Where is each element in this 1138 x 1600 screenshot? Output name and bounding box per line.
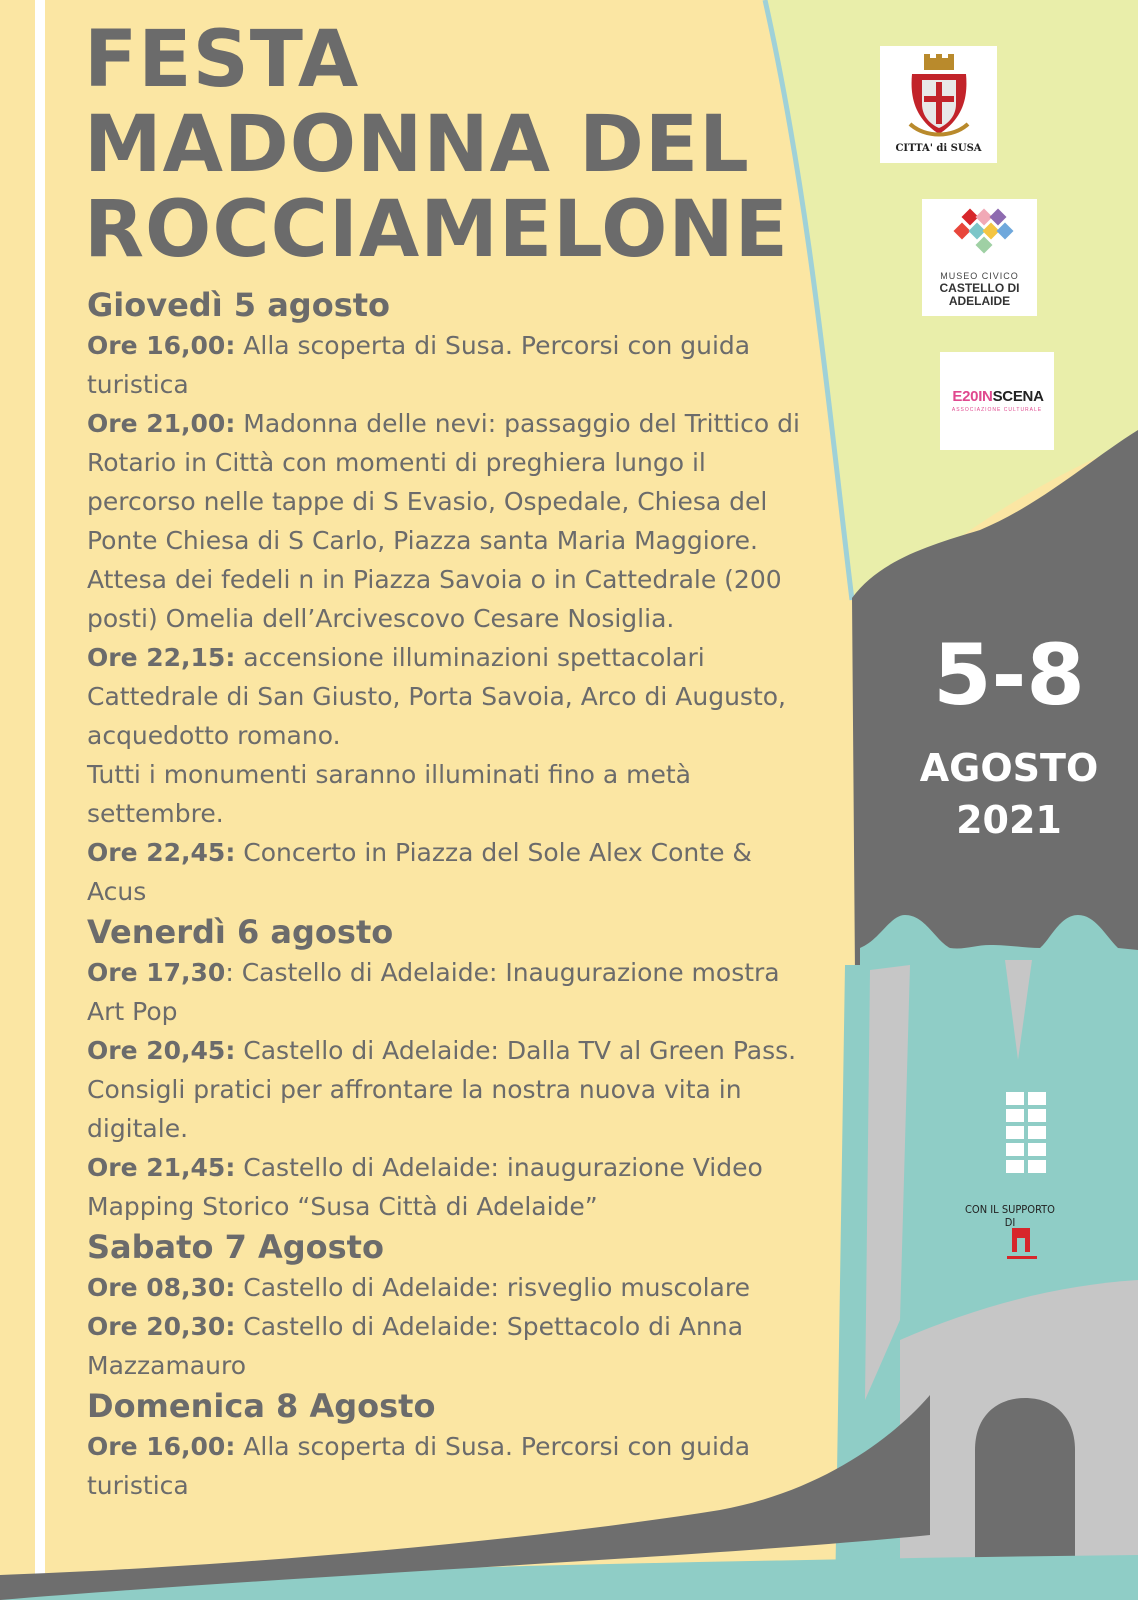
title-line-2: MADONNA DEL (84, 100, 750, 190)
event-entry (87, 326, 807, 404)
window-pane (1028, 1143, 1046, 1156)
event-description: Alla scoperta di Susa. Percorsi con guida turistica (87, 331, 751, 399)
event-entry (87, 833, 807, 911)
event-description: : Castello di Adelaide: Inaugurazione mostra Art Pop (87, 958, 780, 1026)
window-pane (1028, 1092, 1046, 1105)
event-description: Concerto in Piazza del Sole Alex Conte & Acus (87, 838, 752, 906)
event-program (87, 284, 807, 1505)
event-time: Ore 16,00: (87, 1432, 236, 1461)
e20inscena-logo (940, 352, 1054, 450)
day-heading: Giovedì 5 agosto (87, 286, 391, 324)
title-line-1: FESTA (84, 15, 360, 105)
susa-logo-label: CITTA' di SUSA (895, 143, 982, 154)
window-pane (1028, 1126, 1046, 1139)
event-description: Alla scoperta di Susa. Percorsi con guida turistica (87, 1432, 751, 1500)
window-pane (1028, 1160, 1046, 1173)
e20-part-3: SCENA (992, 388, 1044, 405)
date-range: 5-8 (933, 626, 1085, 724)
event-entry (87, 1148, 807, 1226)
e20inscena-wordmark (944, 388, 1052, 405)
sponsor-logo-caption (1007, 1256, 1037, 1259)
event-time: Ore 22,45: (87, 838, 236, 867)
window-pane (1006, 1126, 1024, 1139)
event-entry (87, 1307, 807, 1385)
title-line-3: ROCCIAMELONE (84, 185, 789, 275)
museo-label-line-2: CASTELLO DI (939, 281, 1020, 295)
event-description: Castello di Adelaide: risveglio muscolare (235, 1273, 750, 1302)
event-description: Castello di Adelaide: inaugurazione Video Mapping Storico “Susa Città di Adelaide” (87, 1153, 763, 1221)
sponsor-logo-door (1017, 1238, 1025, 1252)
event-description: accensione illuminazioni spettacolari Cattedrale di San Giusto, Porta Savoia, Arco di Augusto, acquedotto romano. (87, 643, 786, 750)
day-heading: Domenica 8 Agosto (87, 1387, 436, 1425)
event-time: Ore 20,45: (87, 1036, 236, 1065)
event-time: Ore 20,30: (87, 1312, 236, 1341)
event-time: Ore 22,15: (87, 643, 236, 672)
museo-castello-logo (922, 199, 1037, 316)
window-pane (1006, 1092, 1024, 1105)
window-pane (1006, 1143, 1024, 1156)
citta-di-susa-logo (880, 46, 997, 163)
event-description: Castello di Adelaide: Spettacolo di Anna Mazzamauro (87, 1312, 744, 1380)
left-border-stripe (35, 0, 45, 1600)
day-heading: Sabato 7 Agosto (87, 1228, 384, 1266)
window-pane (1006, 1160, 1024, 1173)
event-description: Madonna delle nevi: passaggio del Trittico di Rotario in Città con momenti di preghiera lungo il percorso nelle tappe di S Evasio, Ospedale, Chiesa del Ponte Chiesa di S Carlo, Piazza santa Maria Maggiore. Attesa dei fedeli n in Piazza Savoia o in Cattedrale (200 posti) Omelia dell’Arcivescovo Cesare Nosiglia. (87, 409, 800, 633)
event-time: Ore 08,30: (87, 1273, 236, 1302)
diamond-mosaic-icon (922, 199, 1037, 265)
event-time: Ore 21,00: (87, 409, 236, 438)
museo-label-line-3: ADELAIDE (948, 294, 1011, 308)
event-entry (87, 755, 807, 833)
day-heading: Venerdì 6 agosto (87, 913, 394, 951)
coat-of-arms-icon (880, 46, 997, 146)
museo-label-line-1: MUSEO CIVICO (940, 271, 1019, 281)
event-entry (87, 404, 807, 638)
e20inscena-subtitle: ASSOCIAZIONE CULTURALE (951, 407, 1043, 413)
date-month: AGOSTO (919, 746, 1099, 790)
date-year: 2021 (956, 798, 1062, 842)
event-entry (87, 638, 807, 755)
event-description: Castello di Adelaide: Dalla TV al Green Pass. Consigli pratici per affrontare la nostra nuova vita in digitale. (87, 1036, 797, 1143)
event-entry (87, 1031, 807, 1148)
event-time: Ore 16,00: (87, 331, 236, 360)
event-description: Tutti i monumenti saranno illuminati fino a metà settembre. (87, 760, 691, 828)
support-label: CON IL SUPPORTO DI (965, 1203, 1055, 1229)
event-time: Ore 17,30 (87, 958, 226, 987)
poster-title (84, 15, 789, 275)
event-entry (87, 1427, 807, 1505)
event-time: Ore 21,45: (87, 1153, 236, 1182)
museo-label-name (922, 282, 1037, 308)
event-entry (87, 1268, 807, 1307)
e20-part-1: E20 (952, 388, 979, 405)
e20-part-2: IN (978, 388, 993, 405)
window-pane (1028, 1109, 1046, 1122)
window-pane (1006, 1109, 1024, 1122)
event-entry (87, 953, 807, 1031)
